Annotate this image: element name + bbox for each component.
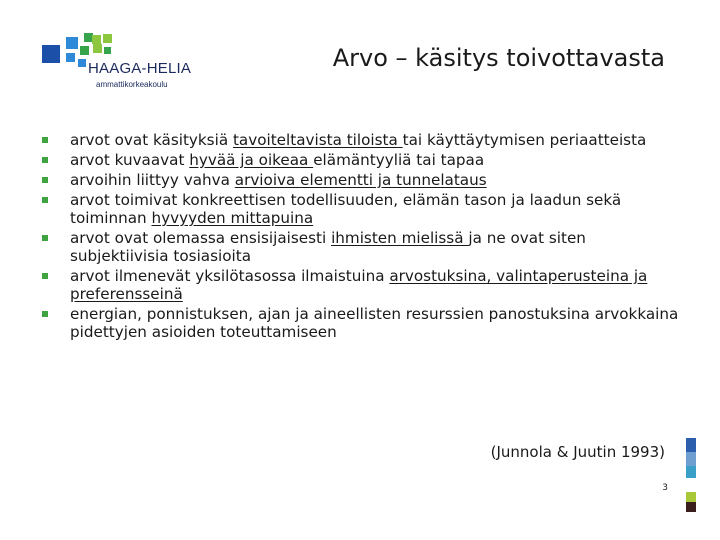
bullet-text: arvot toimivat konkreettisen todellisuuden, elämän tason ja laadun sekä toiminnan (70, 191, 622, 227)
logo-square-icon (92, 35, 101, 44)
bullet-text: arvot kuvaavat (70, 151, 190, 169)
logo-square-icon (80, 46, 89, 55)
bullet-underlined-text: hyvää ja oikeaa (189, 151, 314, 169)
edge-color-strip (686, 438, 696, 510)
strip-segment (686, 438, 696, 452)
bullet-underlined-text: tavoiteltavista tiloista (232, 131, 403, 149)
haaga-helia-logo (40, 33, 205, 93)
bullet-marker-icon (42, 311, 48, 317)
bullet-text: arvot ovat käsityksiä (70, 131, 233, 149)
bullet-item (42, 305, 682, 341)
bullet-text: elämäntyyliä tai tapaa (313, 151, 485, 169)
logo-square-icon (66, 53, 75, 62)
bullet-marker-icon (42, 157, 48, 163)
logo-name: HAAGA-HELIA (88, 60, 192, 77)
bullet-marker-icon (42, 197, 48, 203)
logo-square-icon (78, 59, 86, 67)
bullet-marker-icon (42, 273, 48, 279)
bullet-list (42, 131, 682, 343)
logo-subtitle: ammattikorkeakoulu (96, 80, 168, 89)
bullet-text: ja ne ovat siten subjektiivisia tosiasioita (70, 229, 586, 265)
strip-segment (686, 452, 696, 466)
bullet-text: arvot ilmenevät yksilötasossa ilmaistuina (70, 267, 390, 285)
bullet-text: arvot ovat olemassa ensisijaisesti (70, 229, 332, 247)
strip-segment (686, 478, 696, 492)
bullet-underlined-text: hyvyyden mittapuina (151, 209, 314, 227)
bullet-item (42, 191, 682, 227)
logo-square-icon (66, 37, 78, 49)
logo-square-icon (104, 47, 111, 54)
bullet-text: energian, ponnistuksen, ajan ja aineellisten resurssien panostuksina arvokkaina pidettyjen asioiden toteuttamiseen (70, 305, 679, 341)
bullet-item (42, 267, 682, 303)
edge-dark-block (686, 502, 696, 512)
logo-square-icon (103, 34, 112, 43)
bullet-underlined-text: arvostuksina, valintaperusteina ja preferensseinä (70, 267, 648, 303)
page-number: 3 (662, 483, 668, 493)
logo-square-icon (42, 45, 60, 63)
bullet-item (42, 131, 682, 149)
slide-title: Arvo – käsitys toivottavasta (332, 44, 665, 72)
strip-segment (686, 466, 696, 478)
bullet-marker-icon (42, 137, 48, 143)
bullet-underlined-text: ihmisten mielissä (331, 229, 469, 247)
bullet-text: tai käyttäytymisen periaatteista (402, 131, 647, 149)
bullet-marker-icon (42, 235, 48, 241)
logo-square-icon (93, 44, 102, 53)
bullet-underlined-text: arvioiva elementti ja tunnelataus (234, 171, 487, 189)
bullet-item (42, 171, 682, 189)
bullet-item (42, 151, 682, 169)
bullet-marker-icon (42, 177, 48, 183)
bullet-text: arvoihin liittyy vahva (70, 171, 235, 189)
bullet-item (42, 229, 682, 265)
citation: (Junnola & Juutin 1993) (490, 443, 665, 461)
